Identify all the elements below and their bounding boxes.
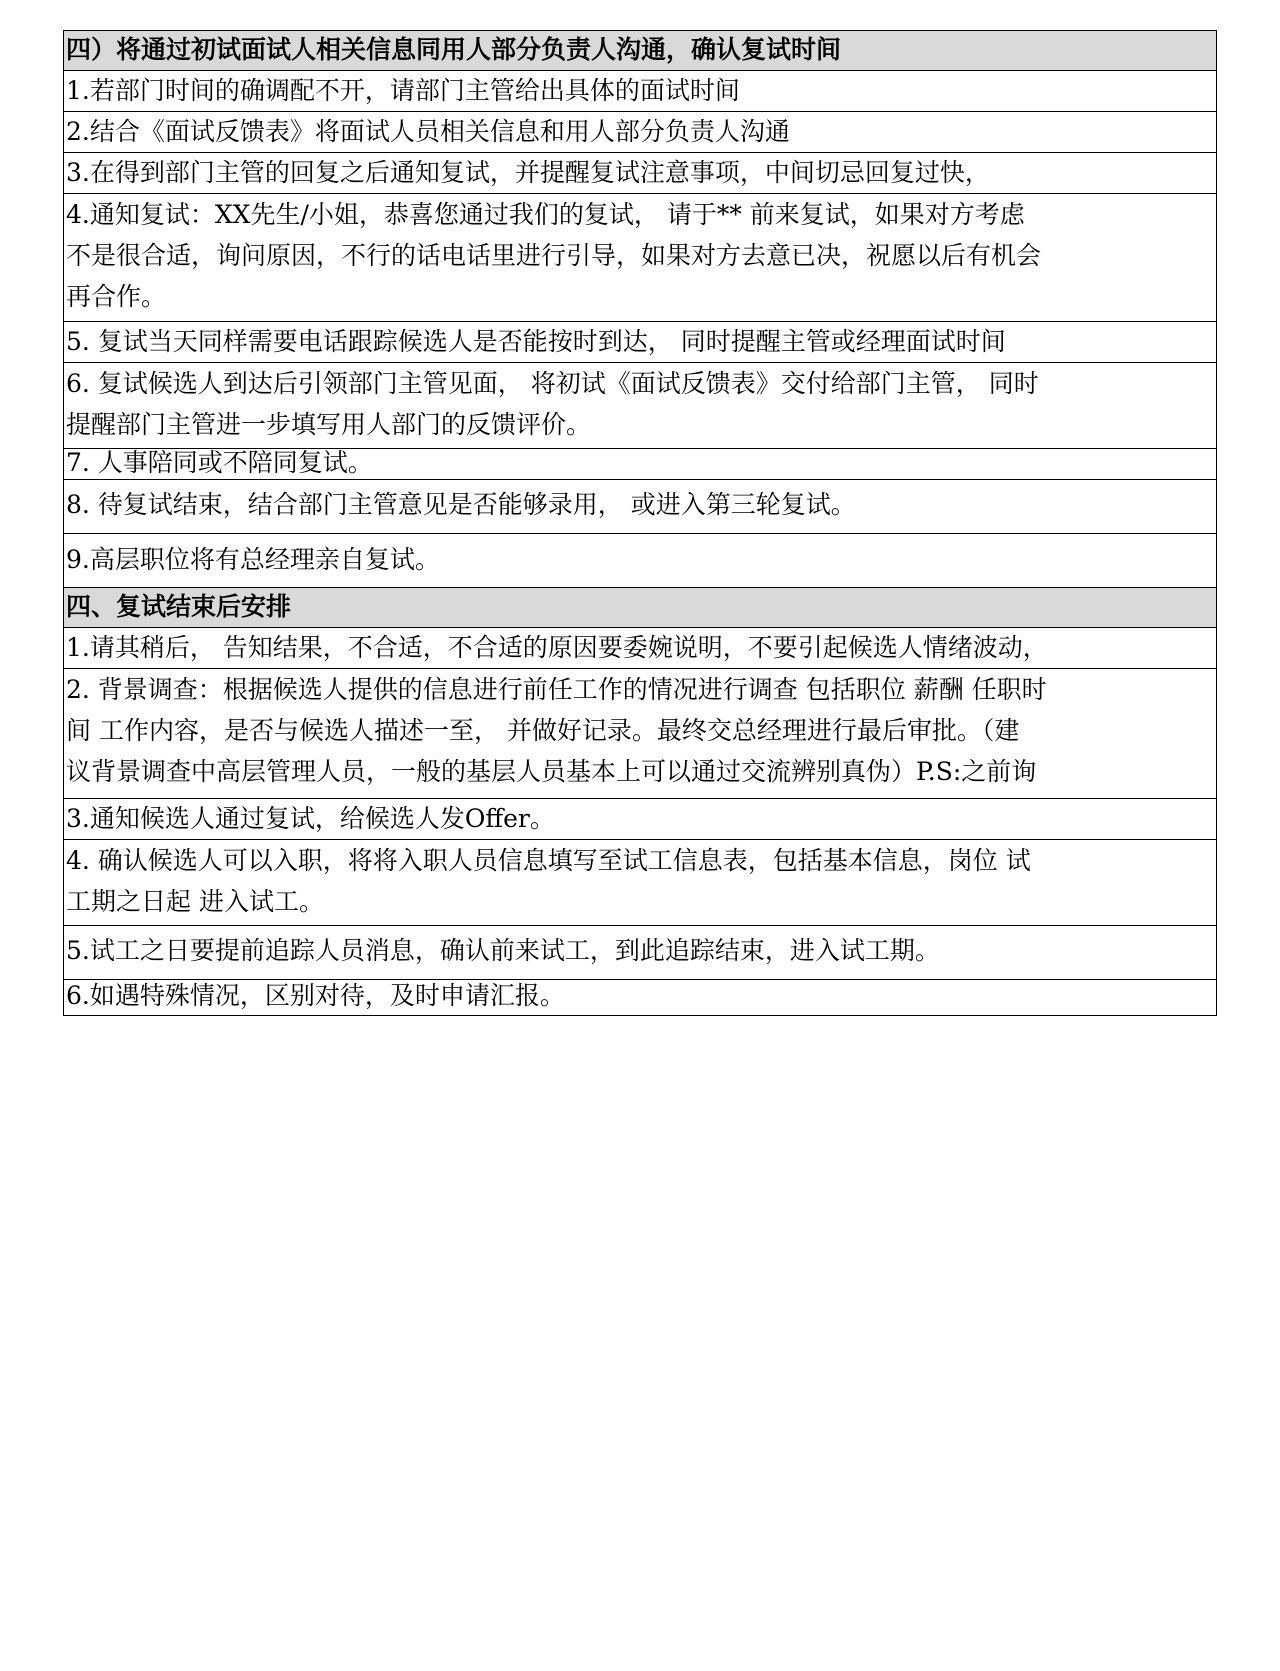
row-text: 4. 确认候选人可以入职，将将入职人员信息填写至试工信息表，包括基本信息，岗位 试 <box>66 846 1031 875</box>
row-text: 间 工作内容，是否与候选人描述一至， 并做好记录。最终交总经理进行最后审批。（建 <box>66 716 1020 745</box>
row-text: 1.若部门时间的确调配不开，请部门主管给出具体的面试时间 <box>66 76 740 105</box>
row-text: 议背景调查中高层管理人员，一般的基层人员基本上可以通过交流辨别真伪）P.S:之前询 <box>66 757 1037 786</box>
row-text: 不是很合适，询问原因，不行的话电话里进行引导，如果对方去意已决，祝愿以后有机会 <box>66 241 1042 270</box>
table-row <box>64 840 1216 926</box>
table-row <box>64 363 1216 449</box>
row-text: 5.试工之日要提前追踪人员消息，确认前来试工，到此追踪结束，进入试工期。 <box>66 936 940 965</box>
table-row <box>64 534 1216 588</box>
table-row <box>64 926 1216 980</box>
table-row <box>64 799 1216 840</box>
row-text: 6. 复试候选人到达后引领部门主管见面， 将初试《面试反馈表》交付给部门主管， 同时 <box>66 369 1039 398</box>
row-text: 4.通知复试：XX先生/小姐，恭喜您通过我们的复试， 请于** 前来复试，如果对方考虑 <box>66 200 1025 229</box>
document-table <box>63 30 1217 1016</box>
row-text: 2. 背景调查：根据候选人提供的信息进行前任工作的情况进行调查 包括职位 薪酬 任职时 <box>66 675 1047 704</box>
table-row <box>64 322 1216 363</box>
table-row <box>64 194 1216 322</box>
row-text: 2.结合《面试反馈表》将面试人员相关信息和用人部分负责人沟通 <box>66 117 790 146</box>
table-row <box>64 669 1216 799</box>
row-text: 9.高层职位将有总经理亲自复试。 <box>66 545 440 574</box>
table-row <box>64 71 1216 112</box>
row-text: 7. 人事陪同或不陪同复试。 <box>66 449 373 477</box>
row-text: 提醒部门主管进一步填写用人部门的反馈评价。 <box>66 410 592 439</box>
table-row <box>64 112 1216 153</box>
table-row <box>64 628 1216 669</box>
table-row <box>64 153 1216 194</box>
row-text: 6.如遇特殊情况，区别对待，及时申请汇报。 <box>66 981 565 1010</box>
table-row <box>64 449 1216 480</box>
row-text: 1.请其稍后， 告知结果，不合适，不合适的原因要委婉说明，不要引起候选人情绪波动， <box>66 633 1048 662</box>
row-text: 3.在得到部门主管的回复之后通知复试，并提醒复试注意事项，中间切忌回复过快， <box>66 158 990 187</box>
section-header: 四、复试结束后安排 <box>64 588 1216 628</box>
row-text: 再合作。 <box>66 282 167 311</box>
row-text: 8. 待复试结束，结合部门主管意见是否能够录用， 或进入第三轮复试。 <box>66 490 856 519</box>
section-header: 四）将通过初试面试人相关信息同用人部分负责人沟通，确认复试时间 <box>64 31 1216 71</box>
table-row <box>64 980 1216 1015</box>
row-text: 5. 复试当天同样需要电话跟踪候选人是否能按时到达， 同时提醒主管或经理面试时间 <box>66 327 1006 356</box>
row-text: 3.通知候选人通过复试，给候选人发Offer。 <box>66 804 555 833</box>
table-row <box>64 480 1216 534</box>
row-text: 工期之日起 进入试工。 <box>66 887 324 916</box>
